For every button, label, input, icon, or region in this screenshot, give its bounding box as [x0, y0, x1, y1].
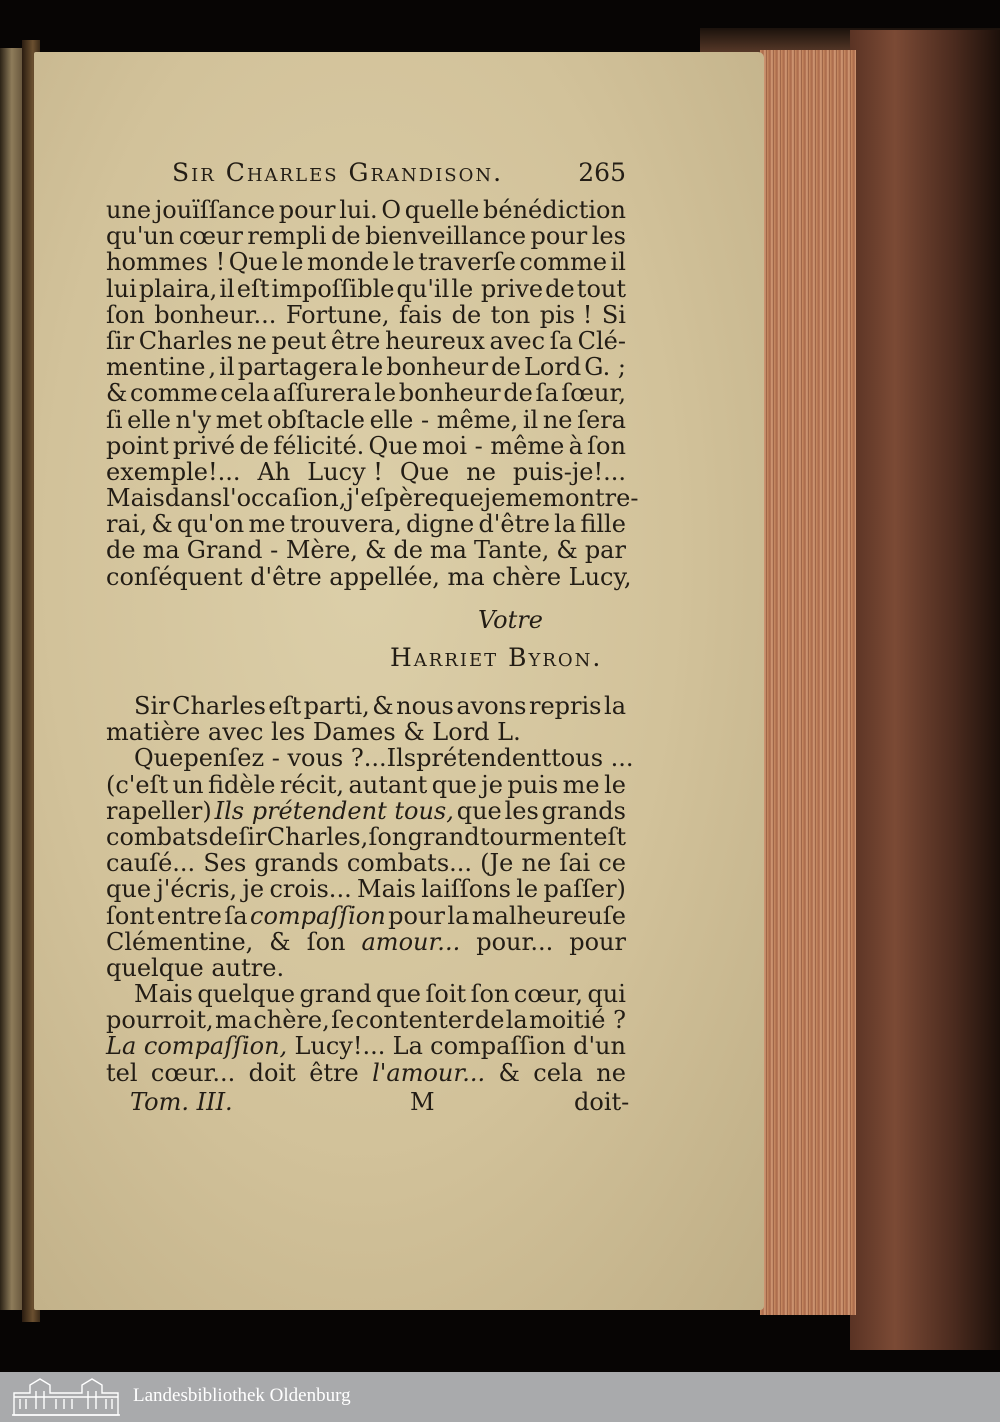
text-run: pour — [530, 222, 588, 251]
text-run: & — [151, 510, 173, 539]
text-run: eſt — [593, 822, 626, 851]
text-run: ſoit — [425, 980, 467, 1009]
text-run: comme — [130, 379, 218, 408]
text-line — [106, 276, 626, 302]
text-line — [106, 1007, 626, 1033]
text-run: ſa — [549, 326, 573, 355]
text-run: Ils prétendent tous, — [214, 796, 454, 825]
text-run: Que — [228, 248, 279, 277]
text-run: crois... — [269, 875, 352, 904]
text-run: eſt — [268, 692, 302, 720]
text-line — [106, 407, 626, 433]
text-run: (Je — [480, 849, 514, 878]
text-line — [106, 824, 626, 850]
text-run: Si — [601, 300, 626, 329]
text-run: ſon — [106, 300, 145, 329]
text-run: Charles — [172, 692, 266, 720]
text-run: qu'on — [176, 510, 245, 539]
text-line — [106, 328, 626, 354]
text-run: quelque autre. — [106, 953, 285, 982]
text-run: privé — [172, 431, 236, 460]
text-run: Mais — [357, 875, 416, 904]
text-run: Charles — [138, 326, 233, 355]
text-run: Lucy!... — [294, 1032, 386, 1061]
text-run: le — [516, 875, 539, 904]
text-run: ſont — [106, 901, 155, 930]
text-run: Clémentine, — [106, 927, 254, 956]
text-run: grand — [407, 822, 480, 851]
text-run: heureux — [385, 326, 485, 355]
paragraph-2 — [106, 692, 634, 1087]
text-run: matière avec les Dames & Lord L. — [106, 718, 521, 747]
text-run: pour... — [476, 927, 554, 956]
text-run: tout — [576, 274, 626, 303]
text-line — [106, 903, 626, 929]
text-run: plaira, — [138, 274, 218, 303]
paragraph-1 — [106, 196, 639, 591]
text-run: d'un — [573, 1032, 626, 1061]
text-run: hommes ! — [106, 248, 226, 277]
text-run: ſon — [587, 431, 626, 460]
text-run: me — [505, 484, 543, 513]
text-run: un — [172, 770, 204, 799]
text-run: puis-je!... — [512, 457, 626, 486]
text-run: de — [491, 353, 521, 382]
text-run: Mais — [134, 980, 193, 1009]
text-run: fidèle — [208, 770, 276, 799]
text-run: je — [242, 875, 265, 904]
text-run: Lord — [523, 353, 582, 382]
text-run: ma — [214, 1006, 253, 1035]
text-run: qu'un — [106, 222, 175, 251]
text-run: le — [281, 248, 304, 277]
text-run: cela — [533, 1058, 583, 1087]
text-run: ſi — [106, 405, 123, 434]
text-run: Clé- — [577, 326, 626, 355]
text-run: chère, — [253, 1006, 330, 1035]
text-run: ſon — [368, 822, 408, 851]
text-run: ſir — [238, 822, 267, 851]
text-run: que — [438, 484, 484, 513]
text-run: O — [381, 196, 402, 224]
text-run: qui — [587, 980, 626, 1009]
text-run: ſœur, — [561, 379, 626, 408]
text-run: obſtacle — [267, 405, 365, 434]
text-run: me — [562, 770, 600, 799]
text-run: lui — [106, 274, 137, 303]
text-run: le — [361, 353, 384, 382]
library-footer — [0, 1372, 1000, 1422]
text-run: & — [106, 379, 128, 408]
text-line — [106, 197, 626, 223]
text-run: être — [330, 326, 381, 355]
text-line — [106, 981, 626, 1007]
text-run: & — [364, 536, 387, 565]
text-run: moi - même — [422, 431, 565, 460]
text-line — [106, 562, 632, 591]
text-run: aſſurera — [272, 379, 372, 408]
text-line — [106, 1033, 626, 1059]
text-run: combats — [106, 822, 209, 851]
text-run: d'être — [478, 510, 550, 539]
text-run: je — [481, 770, 503, 799]
text-run: fais — [398, 300, 443, 329]
text-run: Ses — [203, 849, 247, 878]
text-run: grand — [299, 980, 372, 1009]
text-run: j'eſpère — [346, 484, 439, 513]
text-run: bienveillance — [365, 222, 527, 251]
text-run: repris — [528, 692, 602, 720]
text-run: autant — [348, 770, 428, 799]
text-run: & — [372, 692, 394, 720]
text-line — [106, 484, 639, 513]
text-run: La compaſſion, — [106, 1032, 288, 1061]
book-cover — [850, 30, 1000, 1350]
text-run: me — [248, 510, 286, 539]
text-run: le prive — [451, 274, 544, 303]
text-run: rempli — [247, 222, 327, 251]
text-run: à — [568, 431, 583, 460]
text-line — [106, 772, 626, 798]
text-run: il — [522, 405, 539, 434]
text-run: ma — [429, 536, 467, 565]
text-run: grands — [254, 849, 339, 878]
text-run: La — [392, 1032, 423, 1061]
text-run: par — [584, 536, 626, 565]
text-line — [106, 1060, 626, 1086]
text-run: pourroit, — [106, 1006, 214, 1035]
running-title: Sir Charles Grandison. — [172, 158, 504, 187]
text-run: les — [591, 222, 626, 251]
page-header — [172, 158, 626, 188]
text-run: combats... — [346, 849, 473, 878]
text-run: doit — [248, 1058, 296, 1087]
text-run: Que — [399, 457, 450, 486]
text-run: de — [239, 431, 269, 460]
library-building-icon — [10, 1377, 122, 1417]
text-run: Grand - Mère, — [186, 536, 358, 565]
text-run: récit, — [279, 770, 344, 799]
text-run: trouvera, — [289, 510, 402, 539]
text-run: il — [219, 274, 235, 303]
text-run: impoſſible — [271, 274, 395, 303]
text-run: traverſe — [418, 248, 516, 277]
text-run: la — [604, 692, 626, 720]
text-run: une — [106, 196, 152, 224]
text-run: ne — [542, 405, 573, 434]
text-run: ne — [237, 326, 267, 355]
text-line — [106, 537, 626, 563]
text-run: avec — [489, 326, 546, 355]
library-name: Landesbibliothek Oldenburg — [133, 1385, 351, 1406]
text-line — [106, 850, 626, 876]
text-run: pis ! — [539, 300, 593, 329]
text-run: compaſſion — [430, 1032, 566, 1061]
text-run: Ils — [386, 744, 417, 773]
text-run: ſera — [577, 405, 626, 434]
closing-signature: Harriet Byron. — [390, 643, 603, 672]
text-run: bénédiction — [483, 196, 626, 224]
text-run: & — [498, 1058, 520, 1087]
text-run: de — [331, 222, 361, 251]
text-run: & — [556, 536, 578, 565]
text-run: amour... — [361, 927, 461, 956]
text-run: jouïſſance — [154, 196, 276, 224]
text-run: le — [392, 248, 415, 277]
text-run: monde — [307, 248, 390, 277]
text-run: Sir — [134, 692, 170, 720]
text-run: il — [219, 353, 235, 382]
text-run: point — [106, 431, 169, 460]
text-run: fille — [580, 510, 626, 539]
text-run: ſir — [106, 326, 135, 355]
text-line — [106, 249, 626, 275]
text-run: que — [375, 980, 422, 1009]
text-run: elle — [127, 405, 171, 434]
text-run: ſe — [331, 1006, 355, 1035]
text-line — [106, 380, 626, 406]
text-run: quelle — [404, 196, 480, 224]
text-run: le — [374, 379, 397, 408]
text-run: cœur — [178, 222, 243, 251]
text-run: pour — [278, 196, 336, 224]
text-line — [106, 302, 626, 328]
text-line — [106, 511, 626, 537]
text-line — [106, 354, 626, 380]
text-run: rapeller) — [106, 796, 212, 825]
text-run: que — [431, 770, 477, 799]
text-run: Tante, — [474, 536, 550, 565]
text-run: bonheur — [386, 353, 489, 382]
text-run: je — [483, 484, 506, 513]
text-run: n'y — [175, 405, 212, 434]
text-run: & — [269, 927, 291, 956]
text-run: Mais — [106, 484, 165, 513]
text-run: pour — [569, 927, 626, 956]
paragraph-4-lines — [106, 1007, 626, 1086]
text-run: la — [447, 901, 470, 930]
text-run: cela — [220, 379, 270, 408]
text-line — [106, 744, 634, 773]
text-run: ce — [598, 849, 626, 878]
text-run: tourment — [479, 822, 593, 851]
text-run: puis — [507, 770, 559, 799]
text-run: partagera — [237, 353, 359, 382]
text-run: cœur... — [150, 1058, 236, 1087]
text-run: prétendent — [416, 744, 552, 773]
text-run: elle - même, — [369, 405, 519, 434]
text-line — [106, 719, 626, 745]
text-run: ſa — [535, 379, 559, 408]
text-line — [106, 798, 626, 824]
text-run: digne — [406, 510, 475, 539]
text-run: penſez - vous ?... — [183, 744, 387, 773]
text-run: , — [208, 353, 217, 382]
text-line — [106, 693, 626, 719]
text-line — [106, 459, 626, 485]
text-run: exemple!... — [106, 457, 241, 486]
text-run: Que — [134, 744, 184, 773]
text-run: cauſé... — [106, 849, 196, 878]
text-run: les — [504, 796, 539, 825]
text-run: ne — [521, 849, 552, 878]
text-run: de — [451, 300, 482, 329]
text-line — [106, 955, 626, 981]
text-run: de — [474, 1006, 505, 1035]
text-run: conſéquent d'être appellée, ma chère Lucy, — [106, 562, 632, 591]
text-run: nous — [396, 692, 454, 720]
text-run: avons — [456, 692, 527, 720]
text-run: la — [505, 1006, 528, 1035]
text-run: grands — [541, 796, 626, 825]
text-run: la — [554, 510, 577, 539]
text-run: j'écris, — [156, 875, 238, 904]
text-run: peut — [271, 326, 327, 355]
text-run: laiſſons — [421, 875, 511, 904]
text-run: félicité. — [273, 431, 365, 460]
text-line — [106, 433, 626, 459]
text-run: tel — [106, 1058, 138, 1087]
text-line — [106, 929, 626, 955]
catchword: doit- — [574, 1088, 630, 1116]
volume-mark: Tom. III. — [130, 1088, 233, 1116]
text-run: il — [610, 248, 626, 277]
text-line — [106, 223, 626, 249]
text-run: ne — [596, 1058, 626, 1087]
text-run: compaſſion — [250, 901, 386, 930]
text-run: que — [106, 875, 152, 904]
text-run: G. ; — [584, 353, 626, 382]
text-run: dans — [164, 484, 223, 513]
text-run: parti, — [303, 692, 370, 720]
text-run: ſa — [224, 901, 248, 930]
text-run: être — [309, 1058, 359, 1087]
text-run: bonheur — [398, 379, 501, 408]
text-run: de — [393, 536, 423, 565]
text-line — [106, 876, 626, 902]
text-run: moitié ? — [529, 1006, 626, 1035]
text-run: quelque — [197, 980, 296, 1009]
text-run: comme — [519, 248, 608, 277]
text-run: l'amour... — [372, 1058, 486, 1087]
text-run: malheureuſe — [471, 901, 626, 930]
text-run: eſt — [236, 274, 270, 303]
paragraph-1-lines — [106, 196, 639, 565]
text-run: Lucy ! — [307, 457, 383, 486]
text-run: Ah — [257, 457, 291, 486]
text-run: cœur, — [513, 980, 583, 1009]
text-run: ſon — [306, 927, 346, 956]
text-run: tous ... — [551, 744, 634, 773]
text-run: bonheur... — [154, 300, 277, 329]
text-run: ſai — [559, 849, 591, 878]
text-run: ne — [466, 457, 496, 486]
text-run: montre- — [542, 484, 639, 513]
text-run: contenter — [355, 1006, 474, 1035]
text-run: entre — [156, 901, 222, 930]
text-run: de — [106, 536, 136, 565]
text-run: pour — [388, 901, 445, 930]
page-edges — [760, 50, 856, 1315]
text-run: l'occaſion, — [222, 484, 347, 513]
text-run: de — [208, 822, 239, 851]
closing-votre: Votre — [478, 606, 543, 634]
text-run: ma — [142, 536, 180, 565]
text-run: paſſer) — [543, 875, 626, 904]
text-run: ſon — [470, 980, 510, 1009]
text-run: de — [545, 274, 575, 303]
text-run: lui. — [339, 196, 378, 224]
text-run: le — [604, 770, 626, 799]
text-run: de — [503, 379, 533, 408]
text-run: Fortune, — [285, 300, 390, 329]
paragraph-3-lines — [106, 772, 626, 955]
text-run: met — [215, 405, 263, 434]
text-run: mentine — [106, 353, 206, 382]
text-run: ton — [490, 300, 531, 329]
text-run: Que — [368, 431, 418, 460]
text-run: rai, — [106, 510, 148, 539]
page-number: 265 — [578, 158, 626, 187]
text-run: que — [456, 796, 502, 825]
text-run: qu'il — [396, 274, 450, 303]
text-run: (c'eſt — [106, 770, 169, 799]
signature-mark: M — [410, 1088, 435, 1116]
text-run: Charles, — [266, 822, 369, 851]
